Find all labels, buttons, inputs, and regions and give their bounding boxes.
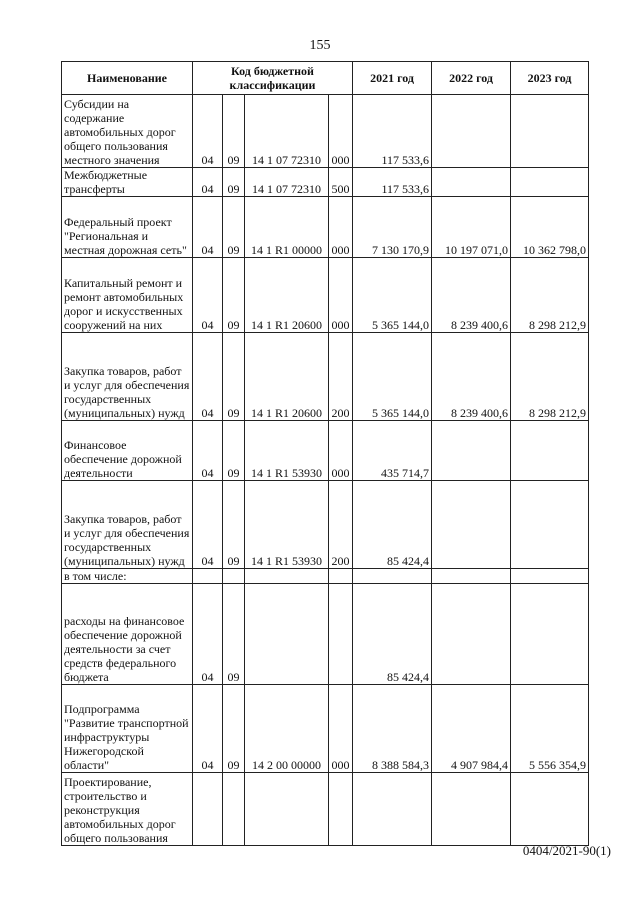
table-row [62,168,589,197]
row-value-2021: 117 533,6 [353,95,432,168]
row-expense-type [329,569,353,584]
row-expense-type: 000 [329,95,353,168]
row-section: 04 [193,197,223,258]
row-target-code: 14 1 07 72310 [245,168,329,197]
row-expense-type [329,584,353,685]
row-section: 04 [193,95,223,168]
row-target-code: 14 1 R1 20600 [245,333,329,421]
row-value-2023 [511,168,589,197]
row-expense-type: 000 [329,421,353,481]
row-subsection: 09 [223,685,245,773]
row-value-2021: 85 424,4 [353,584,432,685]
row-value-2023: 10 362 798,0 [511,197,589,258]
row-expense-type: 500 [329,168,353,197]
header-2022: 2022 год [432,62,511,95]
table-row [62,421,589,481]
row-value-2021: 5 365 144,0 [353,333,432,421]
row-subsection [223,773,245,846]
row-expense-type: 000 [329,258,353,333]
row-value-2023 [511,421,589,481]
row-target-code: 14 1 R1 53930 [245,481,329,569]
row-name: Межбюджетные трансферты [62,168,193,197]
header-2023: 2023 год [511,62,589,95]
row-value-2022 [432,773,511,846]
row-value-2022: 8 239 400,6 [432,333,511,421]
row-name: Проектирование, строительство и реконструкция автомобильных дорог общего пользования [62,773,193,846]
table-row [62,569,589,584]
row-section: 04 [193,685,223,773]
row-section: 04 [193,258,223,333]
row-target-code: 14 1 R1 00000 [245,197,329,258]
table-row [62,773,589,846]
header-name: Наименование [62,62,193,95]
row-section: 04 [193,584,223,685]
row-target-code [245,773,329,846]
row-value-2023 [511,569,589,584]
row-expense-type: 000 [329,197,353,258]
table-row [62,333,589,421]
row-target-code: 14 2 00 00000 [245,685,329,773]
row-name: в том числе: [62,569,193,584]
row-subsection: 09 [223,168,245,197]
row-expense-type [329,773,353,846]
row-name: Субсидии на содержание автомобильных дорог общего пользования местного значения [62,95,193,168]
row-value-2021 [353,569,432,584]
row-target-code: 14 1 R1 53930 [245,421,329,481]
row-value-2023: 5 556 354,9 [511,685,589,773]
row-expense-type: 000 [329,685,353,773]
document-code: 0404/2021-90(1) [522,843,611,858]
row-subsection: 09 [223,333,245,421]
row-value-2021: 117 533,6 [353,168,432,197]
row-subsection: 09 [223,258,245,333]
row-value-2021 [353,773,432,846]
row-value-2023 [511,584,589,685]
row-subsection: 09 [223,481,245,569]
row-value-2023: 8 298 212,9 [511,258,589,333]
row-name: Федеральный проект "Региональная и местная дорожная сеть" [62,197,193,258]
row-name: Подпрограмма "Развитие транспортной инфраструктуры Нижегородской области" [62,685,193,773]
header-2021: 2021 год [353,62,432,95]
row-value-2023 [511,95,589,168]
row-value-2022 [432,421,511,481]
table-row [62,197,589,258]
row-subsection: 09 [223,95,245,168]
header-code: Код бюджетной классификации [193,62,353,95]
row-value-2022: 4 907 984,4 [432,685,511,773]
table-row [62,584,589,685]
table-row [62,258,589,333]
page-number: 155 [309,38,331,53]
table-row [62,685,589,773]
row-section: 04 [193,168,223,197]
row-name: расходы на финансовое обеспечение дорожной деятельности за счет средств федерального бюджета [62,584,193,685]
row-value-2023: 8 298 212,9 [511,333,589,421]
row-section: 04 [193,421,223,481]
budget-table [61,61,589,846]
row-value-2022: 10 197 071,0 [432,197,511,258]
row-target-code: 14 1 R1 20600 [245,258,329,333]
row-target-code [245,569,329,584]
row-value-2022: 8 239 400,6 [432,258,511,333]
row-value-2022 [432,168,511,197]
row-section [193,773,223,846]
row-value-2021: 8 388 584,3 [353,685,432,773]
row-value-2022 [432,95,511,168]
row-section [193,569,223,584]
row-name: Капитальный ремонт и ремонт автомобильных дорог и искусственных сооружений на них [62,258,193,333]
table-row [62,481,589,569]
row-value-2022 [432,569,511,584]
row-value-2021: 5 365 144,0 [353,258,432,333]
table-header-row [62,62,589,95]
row-value-2021: 85 424,4 [353,481,432,569]
row-value-2022 [432,481,511,569]
row-expense-type: 200 [329,481,353,569]
row-value-2023 [511,773,589,846]
row-section: 04 [193,333,223,421]
row-subsection: 09 [223,197,245,258]
row-value-2021: 435 714,7 [353,421,432,481]
row-value-2021: 7 130 170,9 [353,197,432,258]
table-row [62,95,589,168]
row-section: 04 [193,481,223,569]
row-name: Финансовое обеспечение дорожной деятельности [62,421,193,481]
row-name: Закупка товаров, работ и услуг для обеспечения государственных (муниципальных) нужд [62,333,193,421]
row-value-2022 [432,584,511,685]
row-target-code: 14 1 07 72310 [245,95,329,168]
row-target-code [245,584,329,685]
row-name: Закупка товаров, работ и услуг для обеспечения государственных (муниципальных) нужд [62,481,193,569]
row-value-2023 [511,481,589,569]
row-subsection: 09 [223,584,245,685]
row-subsection: 09 [223,421,245,481]
row-subsection [223,569,245,584]
row-expense-type: 200 [329,333,353,421]
